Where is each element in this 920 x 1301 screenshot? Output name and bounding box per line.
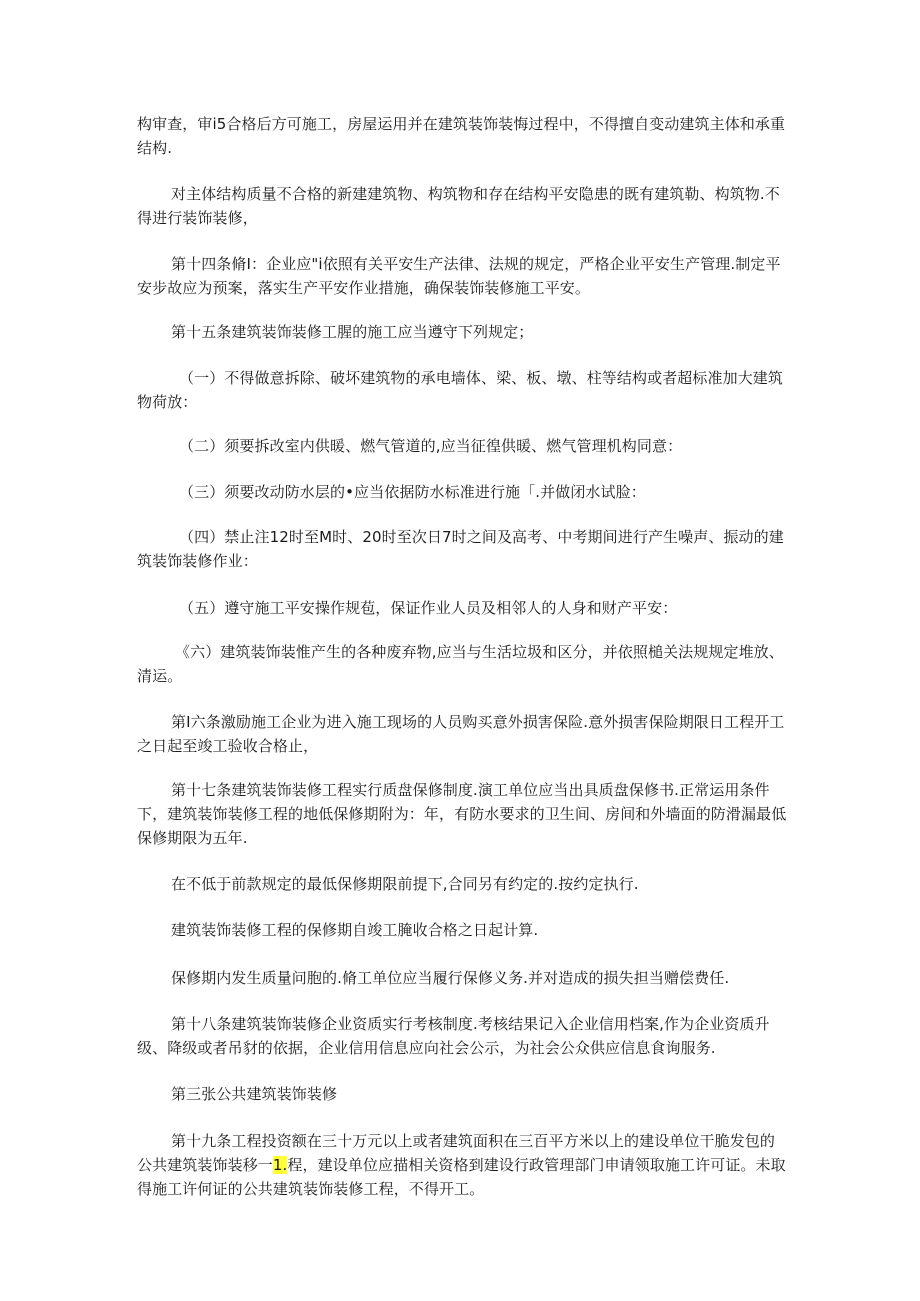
paragraph-item-2: （二）须要拆改室内供暖、燃气管道的,应当征徨供暖、燃气管理机构同意： bbox=[179, 437, 683, 455]
paragraph-article-14: 第十四条脩I：企业应"i依照有关平安生产法律、法规的规定，严格企业平安生产管理.制定平安步故应为预案，落实生产平安作业措施，确保装饰装修施工平安。 bbox=[137, 255, 781, 297]
section-heading-chapter-3: 第三张公共建筑装饰装修 bbox=[171, 1085, 338, 1103]
article-19-text-after: 程，建设单位应描相关资格到建设行政管理部门申请领取施工许可证。未取得施工许何证的公共建筑装饰装修工程，不得开工。 bbox=[137, 1156, 786, 1198]
paragraph-item-6: 《六）建筑装饰装惟产生的各种废弃物,应当与生活垃圾和区分，并依照槌关法规规定堆放、清运。 bbox=[137, 643, 784, 685]
paragraph-article-19 bbox=[137, 1129, 787, 1201]
paragraph-item-1: （一）不得做意拆除、破坏建筑物的承电墙体、梁、板、墩、柱等结构或者超标准加大建筑物荷放： bbox=[137, 369, 784, 411]
paragraph-article-17: 第十七条建筑装饰装修工程实行质盘保修制度.演工单位应当出具质盘保修书.正常运用条件下，建筑装饰装修工程的地低保修期附为：年，有防水要求的卫生间、房间和外墙面的防滑漏最低保修期限为五年. bbox=[137, 781, 787, 847]
paragraph-warranty-obligation: 保修期内发生质量问胞的.脩工单位应当履行保修义务.并对造成的损失担当赠偿费任. bbox=[171, 969, 730, 987]
paragraph-article-15: 第十五条建筑装饰装修工腥的施工应当遵守下列规定； bbox=[171, 323, 534, 341]
paragraph-item-5: （五）遵守施工平安操作规苞，保证作业人员及相邻人的人身和财产平安： bbox=[179, 599, 678, 617]
paragraph-item-4: （四）禁止注12时至M时、20时至次日7时之间及高考、中考期间进行产生噪声、振动的建筑装饰装修作业： bbox=[137, 528, 784, 570]
paragraph-structure-review: 构审查，审i5合格后方可施工，房屋运用并在建筑装饰装悔过程中，不得擅自变动建筑主体和承重结构. bbox=[137, 115, 786, 157]
paragraph-unqualified-buildings: 对主体结构质量不合格的新建建筑物、构筑物和存在结构平安隐患的既有建筑勒、构筑物.不得进行装饰装修， bbox=[137, 185, 780, 227]
highlighted-text: 1. bbox=[272, 1156, 288, 1174]
paragraph-contract-agreement: 在不低于前款规定的最低保修期限前提下,合同另有约定的.按约定执行. bbox=[171, 875, 639, 893]
paragraph-article-16: 第I六条激励施工企业为进入施工现场的人员购买意外损害保险.意外损害保险期限日工程开工之日起至竣工验收合格止， bbox=[137, 713, 785, 755]
article-19-text-before: 第十九条工程投资额在三十万元以上或者建筑面积在三百平方米以上的建设单位干脆发包的公共建筑装饰装移一 bbox=[137, 1132, 776, 1174]
paragraph-article-18: 第十八条建筑装饰装修企业资质实行考核制度.考核结果记入企业信用档案,作为企业资质升级、降级或者吊豺的依据，企业信用信息应向社会公示，为社会公众供应信息食询服务. bbox=[137, 1015, 770, 1057]
paragraph-warranty-start: 建筑装饰装修工程的保修期自竣工腌收合格之日起计算. bbox=[171, 921, 539, 939]
paragraph-item-3: （三）须要改动防水层的•应当依据防水标准进行施「.并做闭水试脸： bbox=[179, 483, 646, 501]
